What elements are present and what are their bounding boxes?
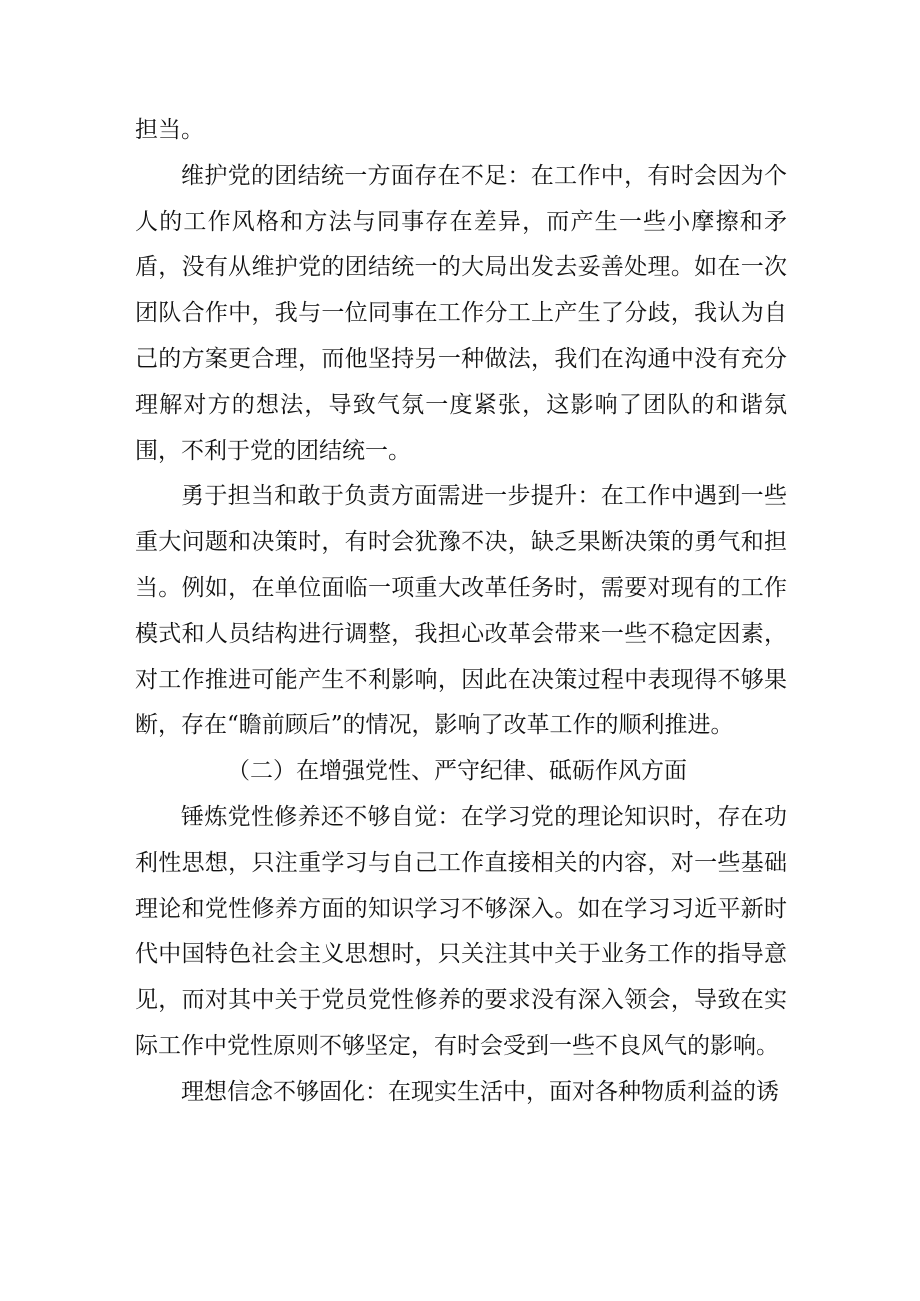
paragraph-continuation: 担当。: [135, 117, 204, 143]
paragraph-responsibility: 勇于担当和敢于负责方面需进一步提升：在工作中遇到一些重大问题和决策时，有时会犹豫不决，缺乏果断决策的勇气和担当。例如，在单位面临一项重大改革任务时，需要对现有的工作模式和人员结构进行调整，我担心改革会带来一些不稳定因素，对工作推进可能产生不利影响，因此在决策过程中表现得不够果断，存在“瞻前顾后”的情况，影响了改革工作的顺利推进。: [135, 483, 787, 739]
paragraph-party-unity: 维护党的团结统一方面存在不足：在工作中，有时会因为个人的工作风格和方法与同事存在差异，而产生一些小摩擦和矛盾，没有从维护党的团结统一的大局出发去妥善处理。如在一次团队合作中，我与一位同事在工作分工上产生了分歧，我认为自己的方案更合理，而他坚持另一种做法，我们在沟通中没有充分理解对方的想法，导致气氛一度紧张，这影响了团队的和谐氛围，不利于党的团结统一。: [135, 162, 787, 464]
document-body: [135, 108, 787, 1116]
paragraph-party-spirit: 锤炼党性修养还不够自觉：在学习党的理论知识时，存在功利性思想，只注重学习与自己工作直接相关的内容，对一些基础理论和党性修养方面的知识学习不够深入。如在学习习近平新时代中国特色社会主义思想时，只关注其中关于业务工作的指导意见，而对其中关于党员党性修养的要求没有深入领会，导致在实际工作中党性原则不够坚定，有时会受到一些不良风气的影响。: [135, 803, 787, 1059]
paragraph-ideals-beliefs: 理想信念不够固化：在现实生活中，面对各种物质利益的诱: [181, 1078, 779, 1105]
section-heading: （二）在增强党性、严守纪律、砥砺作风方面: [227, 758, 687, 785]
